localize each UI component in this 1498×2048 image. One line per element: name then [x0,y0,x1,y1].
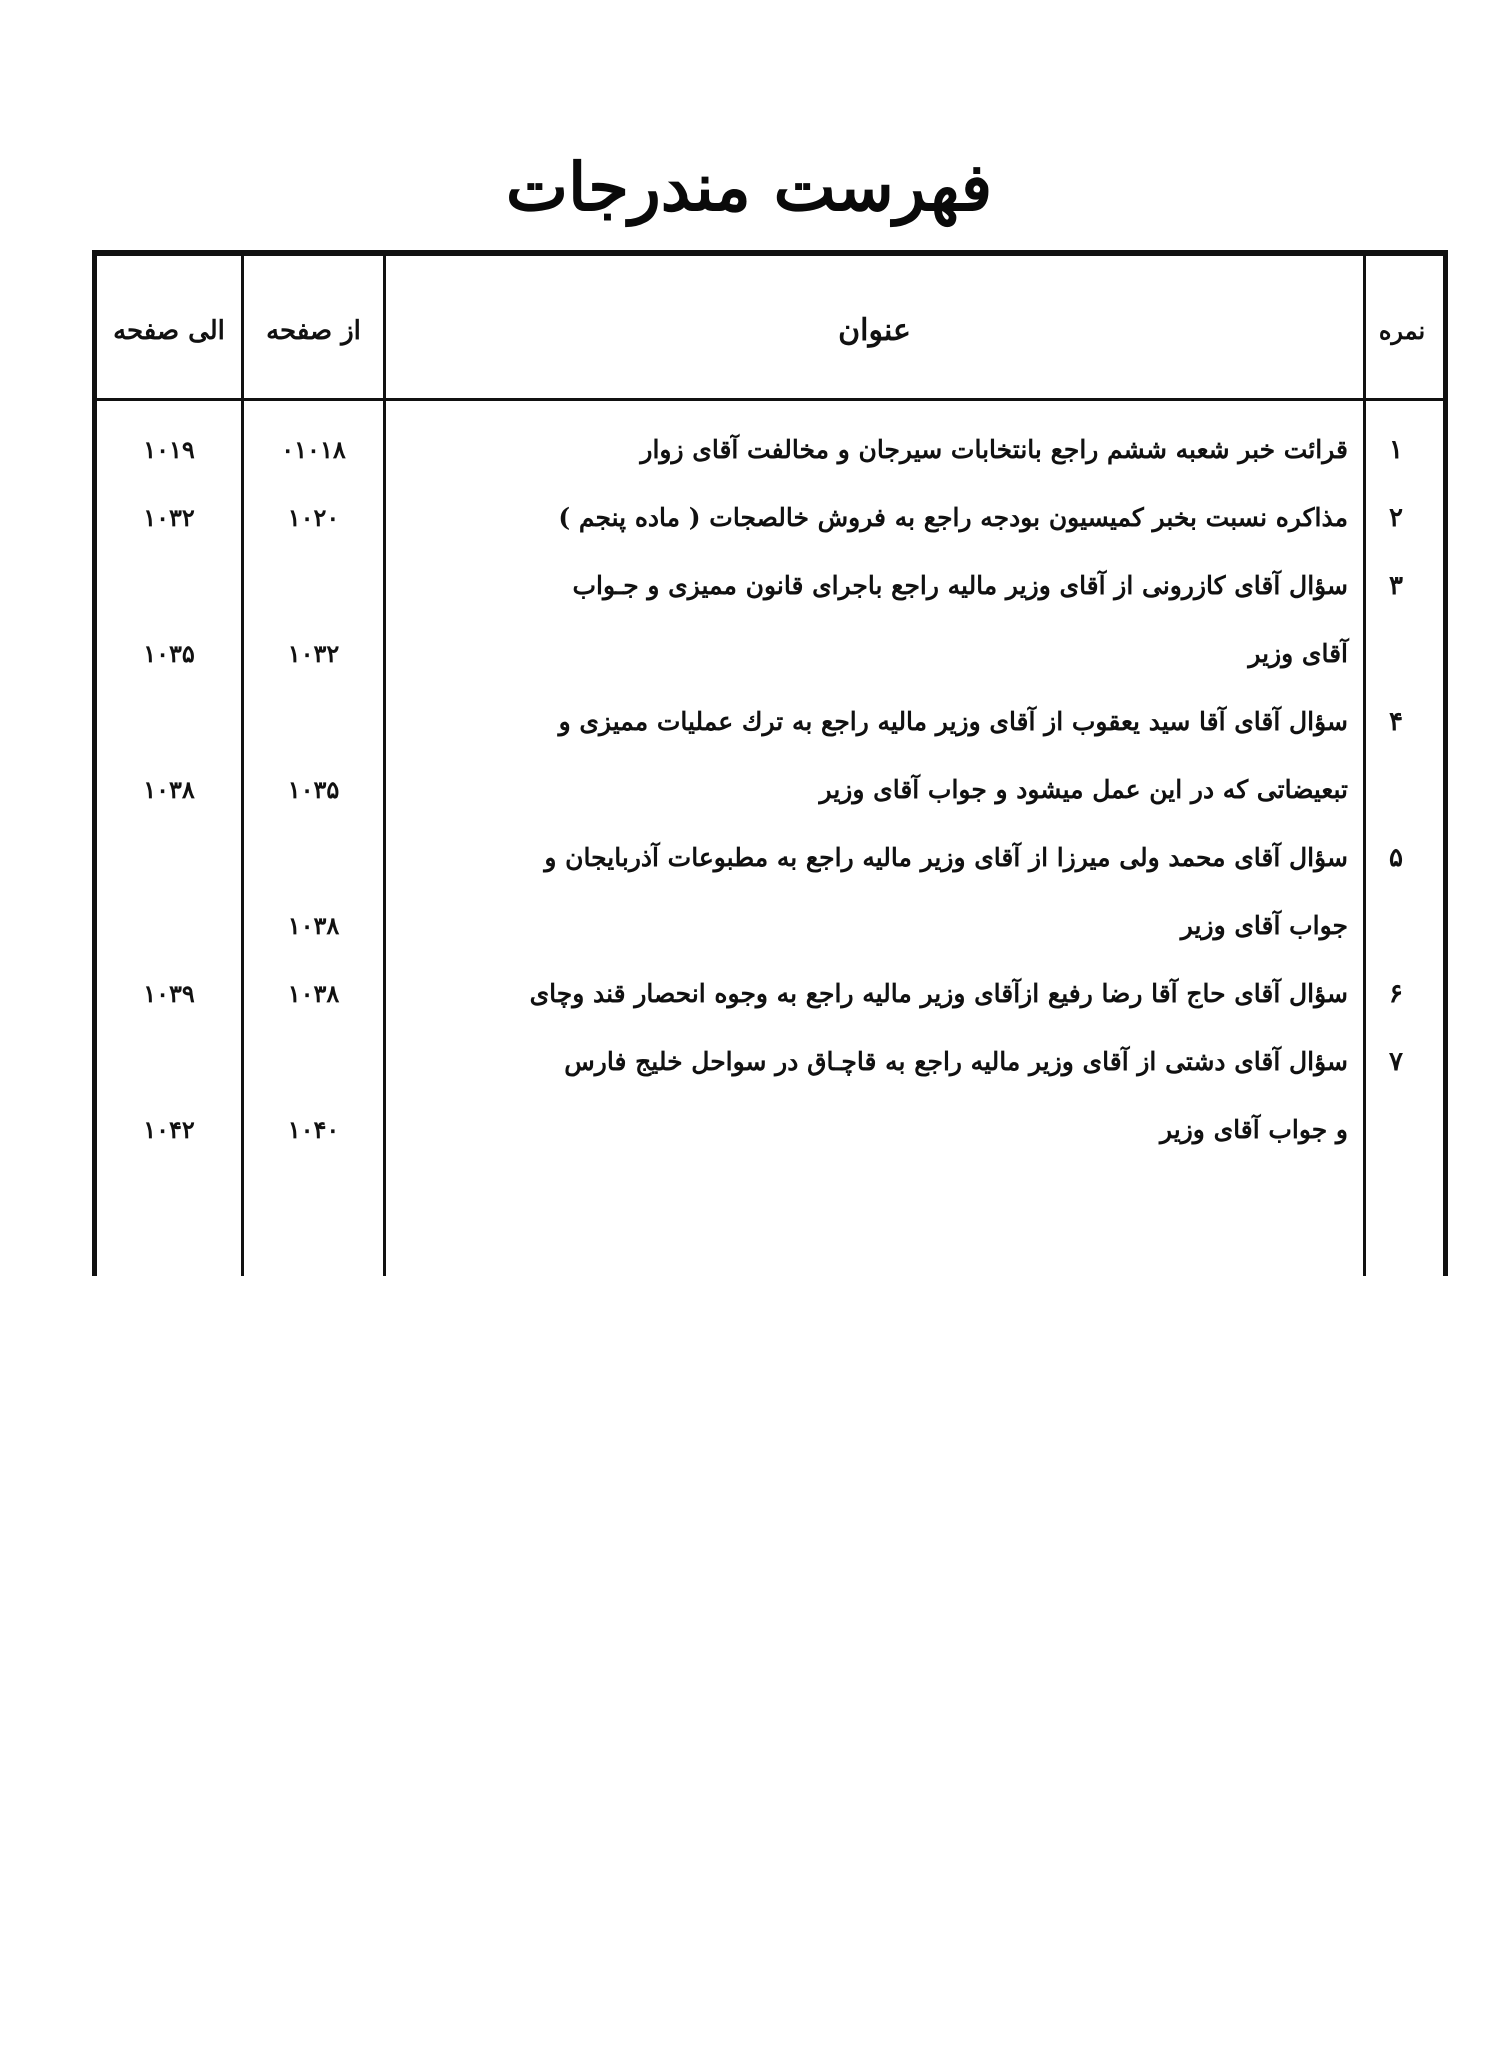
entry-title-line: سؤال آقای دشتی از آقای وزیر مالیه راجع به قاچـاق در سواحل خلیج فارس [564,1047,1348,1076]
entry-title-line: آقای وزیر [1248,639,1348,668]
entry-title-line: و جواب آقای وزیر [1159,1115,1348,1144]
entry-number: ۷ [1389,1047,1403,1077]
header-to-page: الی صفحه [113,316,225,346]
entry-title-line: سؤال آقای محمد ولی میرزا از آقای وزیر مالیه راجع به مطبوعات آذربایجان و [544,843,1348,872]
entry-title-line: مذاکره نسبت بخبر کمیسیون بودجه راجع به فروش خالصجات ( ماده پنجم ) [558,503,1348,532]
entry-number: ۱ [1389,435,1403,465]
entry-to-page: ۱۰۴۲ [143,1115,195,1144]
entry-from-page: ۱۰۳۲ [287,639,340,668]
entry-from-page: ۱۰۳۸ [287,979,340,1008]
entry-from-page: ۱۰۳۵ [287,775,340,804]
entry-number: ۶ [1389,979,1403,1009]
entry-title-line: سؤال آقای آقا سید یعقوب از آقای وزیر مالیه راجع به ترك عملیات ممیزی و [558,707,1348,736]
header-from-page: از صفحه [266,316,361,346]
entry-title-line: تبعیضاتی که در این عمل میشود و جواب آقای وزیر [819,775,1348,804]
header-title: عنوان [838,313,911,348]
entry-from-page: ۱۰۳۸ [287,911,340,940]
entry-title-line: جواب آقای وزیر [1180,911,1348,940]
entry-number: ۲ [1389,503,1403,533]
page-title: فهرست مندرجات [505,148,993,226]
entry-title-line: قرائت خبر شعبه ششم راجع بانتخابات سیرجان و مخالفت آقای زوار [640,435,1348,464]
entry-title-line: سؤال آقای حاج آقا رضا رفیع ازآقای وزیر مالیه راجع به وجوه انحصار قند وچای [529,979,1348,1008]
entry-number: ۵ [1389,843,1403,873]
entry-to-page: ۱۰۳۲ [143,503,195,532]
entry-number: ۴ [1389,707,1403,737]
entry-to-page: ۱۰۳۵ [143,639,195,668]
entry-to-page: ۱۰۳۹ [143,979,195,1008]
entry-from-page: ۱۰۴۰ [287,1115,340,1144]
table-of-contents [92,250,1448,1276]
entry-title-line: سؤال آقای کازرونی از آقای وزیر مالیه راجع باجرای قانون ممیزی و جـواب [572,571,1348,600]
header-divider [97,398,1443,401]
entry-to-page: ۱۰۱۹ [143,435,195,464]
column-divider [1363,256,1366,1276]
entry-number: ۳ [1389,571,1403,601]
entry-to-page: ۱۰۳۸ [143,775,195,804]
entry-from-page: ۰۱۰۱۸ [281,435,346,464]
entry-from-page: ۱۰۲۰ [287,503,340,532]
header-number: نمره [1378,316,1426,345]
